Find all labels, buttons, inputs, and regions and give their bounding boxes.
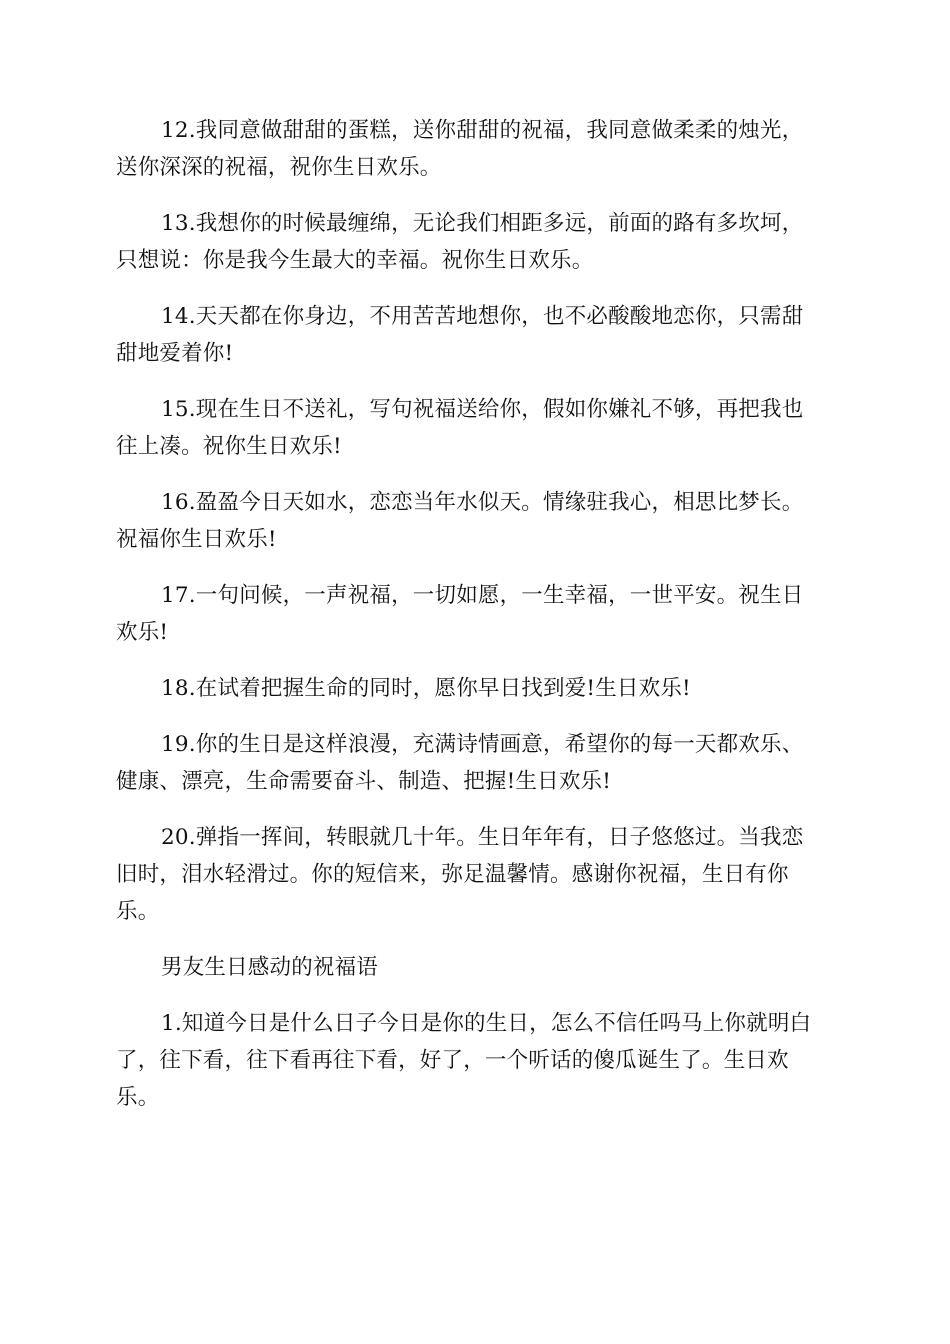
paragraph-18 — [116, 670, 834, 707]
paragraph-line: 19.你的生日是这样浪漫，充满诗情画意，希望你的每一天都欢乐、 — [161, 732, 804, 757]
paragraph-line: 15.现在生日不送礼，写句祝福送给你，假如你嫌礼不够，再把我也 — [161, 397, 804, 422]
document-body — [116, 112, 834, 1135]
paragraph-line: 甜地爱着你! — [116, 341, 234, 366]
paragraph-16 — [116, 484, 834, 558]
paragraph-20 — [116, 819, 834, 930]
paragraph-line: 13.我想你的时候最缠绵，无论我们相距多远，前面的路有多坎坷， — [161, 211, 804, 236]
section-heading-text: 男友生日感动的祝福语 — [161, 955, 379, 980]
paragraph-line: 乐。 — [116, 899, 160, 924]
paragraph-line: 祝福你生日欢乐! — [116, 527, 277, 552]
paragraph-14 — [116, 298, 834, 372]
paragraph-line: 送你深深的祝福，祝你生日欢乐。 — [116, 155, 442, 180]
paragraph-15 — [116, 391, 834, 465]
paragraph-line: 14.天天都在你身边，不用苦苦地想你，也不必酸酸地恋你，只需甜 — [161, 304, 804, 329]
paragraph-line: 只想说：你是我今生最大的幸福。祝你生日欢乐。 — [116, 248, 594, 273]
paragraph-line: 健康、漂亮，生命需要奋斗、制造、把握!生日欢乐! — [116, 769, 612, 794]
paragraph-line: 往上凑。祝你生日欢乐! — [116, 434, 342, 459]
paragraph-line: 17.一句问候，一声祝福，一切如愿，一生幸福，一世平安。祝生日 — [161, 583, 804, 608]
paragraph-line: 18.在试着把握生命的同时，愿你早日找到爱!生日欢乐! — [161, 676, 691, 701]
paragraph-1 — [116, 1005, 834, 1116]
paragraph-line: 16.盈盈今日天如水，恋恋当年水似天。情缘驻我心，相思比梦长。 — [161, 490, 804, 515]
paragraph-12 — [116, 112, 834, 186]
paragraph-line: 1.知道今日是什么日子今日是你的生日，怎么不信任吗马上你就明白 — [161, 1011, 812, 1036]
paragraph-line: 20.弹指一挥间，转眼就几十年。生日年年有，日子悠悠过。当我恋 — [161, 825, 804, 850]
paragraph-line: 12.我同意做甜甜的蛋糕，送你甜甜的祝福，我同意做柔柔的烛光， — [161, 118, 804, 143]
paragraph-17 — [116, 577, 834, 651]
paragraph-line: 欢乐! — [116, 620, 169, 645]
paragraph-line: 乐。 — [116, 1085, 160, 1110]
paragraph-line: 旧时，泪水轻滑过。你的短信来，弥足温馨情。感谢你祝福，生日有你 — [116, 862, 789, 887]
paragraph-line: 了，往下看，往下看再往下看，好了，一个听话的傻瓜诞生了。生日欢 — [116, 1048, 789, 1073]
paragraph-13 — [116, 205, 834, 279]
paragraph-19 — [116, 726, 834, 800]
section-heading — [116, 949, 834, 986]
